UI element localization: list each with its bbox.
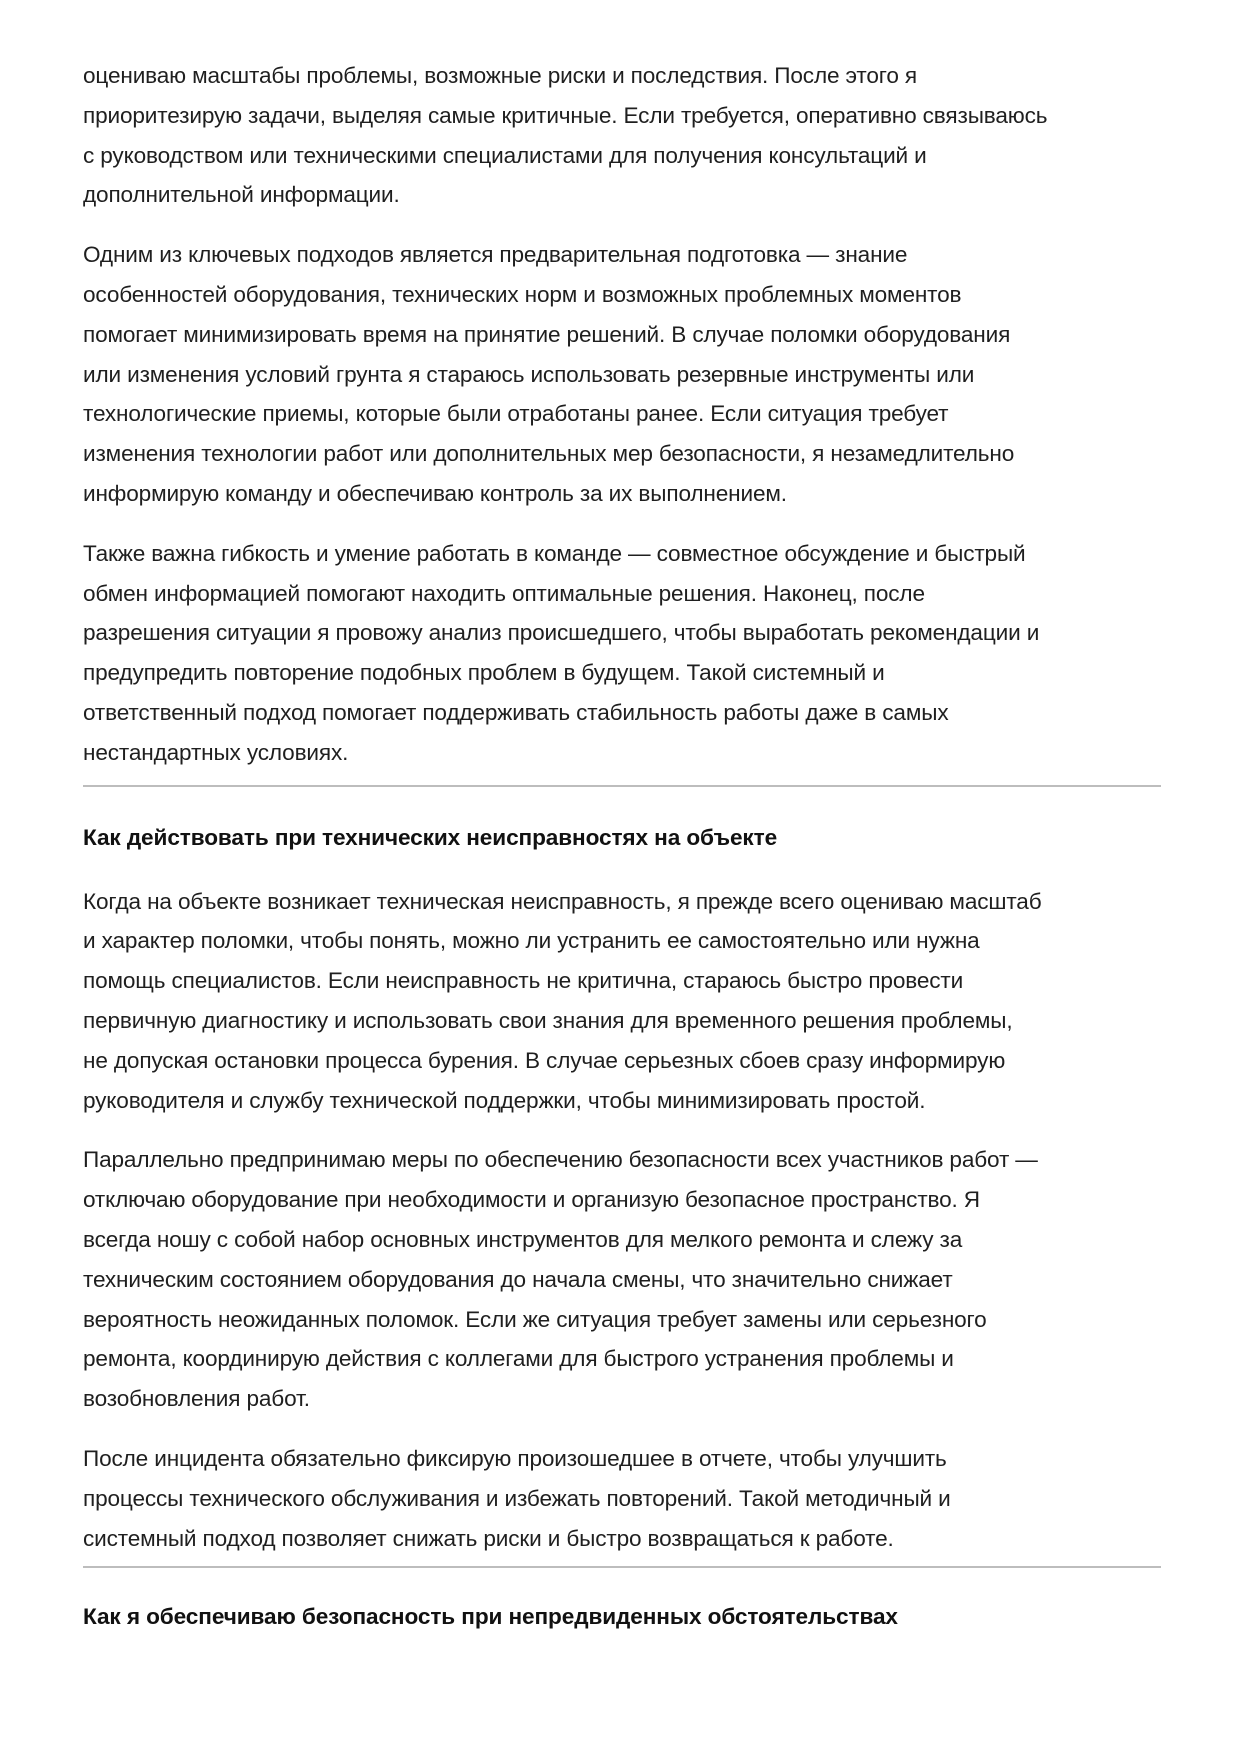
text-line: дополнительной информации. — [83, 182, 400, 208]
text-line: Когда на объекте возникает техническая неисправность, я прежде всего оцениваю масштаб — [83, 888, 1042, 914]
text-line: разрешения ситуации я провожу анализ происшедшего, чтобы выработать рекомендации и — [83, 620, 1040, 646]
section-technical-faults — [83, 823, 1161, 1559]
text-line: и характер поломки, чтобы понять, можно ли устранить ее самостоятельно или нужна — [83, 928, 980, 954]
section-heading: Как я обеспечиваю безопасность при непредвиденных обстоятельствах — [83, 1604, 898, 1630]
section-divider — [83, 785, 1161, 787]
text-line: системный подход позволяет снижать риски и быстро возвращаться к работе. — [83, 1525, 894, 1551]
text-line: ремонта, координирую действия с коллегами для быстрого устранения проблемы и — [83, 1346, 954, 1372]
text-line: Одним из ключевых подходов является предварительная подготовка — знание — [83, 242, 908, 268]
text-line: всегда ношу с собой набор основных инструментов для мелкого ремонта и слежу за — [83, 1226, 963, 1252]
text-line: первичную диагностику и использовать свои знания для временного решения проблемы, — [83, 1007, 1013, 1033]
paragraph — [83, 1140, 1161, 1419]
text-line: с руководством или техническими специалистами для получения консультаций и — [83, 142, 927, 168]
text-line: отключаю оборудование при необходимости и организую безопасное пространство. Я — [83, 1187, 980, 1213]
text-line: приоритезирую задачи, выделяя самые критичные. Если требуется, оперативно связываюсь — [83, 102, 1048, 128]
text-line: предупредить повторение подобных проблем в будущем. Такой системный и — [83, 660, 885, 686]
text-line: изменения технологии работ или дополнительных мер безопасности, я незамедлительно — [83, 441, 1015, 467]
text-line: процессы технического обслуживания и избежать повторений. Такой методичный и — [83, 1485, 951, 1511]
text-line: помощь специалистов. Если неисправность не критична, стараюсь быстро провести — [83, 968, 964, 994]
section-safety — [83, 1602, 1161, 1632]
text-line: особенностей оборудования, технических норм и возможных проблемных моментов — [83, 281, 962, 307]
text-line: оцениваю масштабы проблемы, возможные риски и последствия. После этого я — [83, 63, 917, 88]
text-line: ответственный подход помогает поддерживать стабильность работы даже в самых — [83, 699, 949, 725]
paragraph — [83, 534, 1161, 773]
text-line: информирую команду и обеспечиваю контроль за их выполнением. — [83, 480, 787, 506]
paragraph — [83, 1439, 1161, 1558]
text-line: не допуская остановки процесса бурения. В случае серьезных сбоев сразу информирую — [83, 1047, 1006, 1073]
paragraph — [83, 882, 1161, 1121]
text-line: руководителя и службу технической поддержки, чтобы минимизировать простой. — [83, 1087, 926, 1113]
text-line: После инцидента обязательно фиксирую произошедшее в отчете, чтобы улучшить — [83, 1445, 947, 1471]
text-line: технологические приемы, которые были отработаны ранее. Если ситуация требует — [83, 401, 949, 427]
section-divider — [83, 1566, 1161, 1568]
paragraph — [83, 56, 1161, 215]
section-intro — [83, 56, 1161, 773]
text-line: техническим состоянием оборудования до начала смены, что значительно снижает — [83, 1266, 953, 1292]
text-line: помогает минимизировать время на принятие решений. В случае поломки оборудования — [83, 321, 1011, 347]
text-line: нестандартных условиях. — [83, 739, 349, 765]
text-line: обмен информацией помогают находить оптимальные решения. Наконец, после — [83, 580, 925, 606]
text-line: Также важна гибкость и умение работать в команде — совместное обсуждение и быстрый — [83, 540, 1026, 566]
text-line: или изменения условий грунта я стараюсь использовать резервные инструменты или — [83, 361, 975, 387]
document-page — [83, 56, 1161, 1632]
text-line: вероятность неожиданных поломок. Если же ситуация требует замены или серьезного — [83, 1306, 987, 1332]
paragraph — [83, 235, 1161, 514]
text-line: возобновления работ. — [83, 1386, 310, 1412]
section-heading: Как действовать при технических неисправностях на объекте — [83, 824, 778, 850]
text-line: Параллельно предпринимаю меры по обеспечению безопасности всех участников работ — — [83, 1147, 1038, 1173]
